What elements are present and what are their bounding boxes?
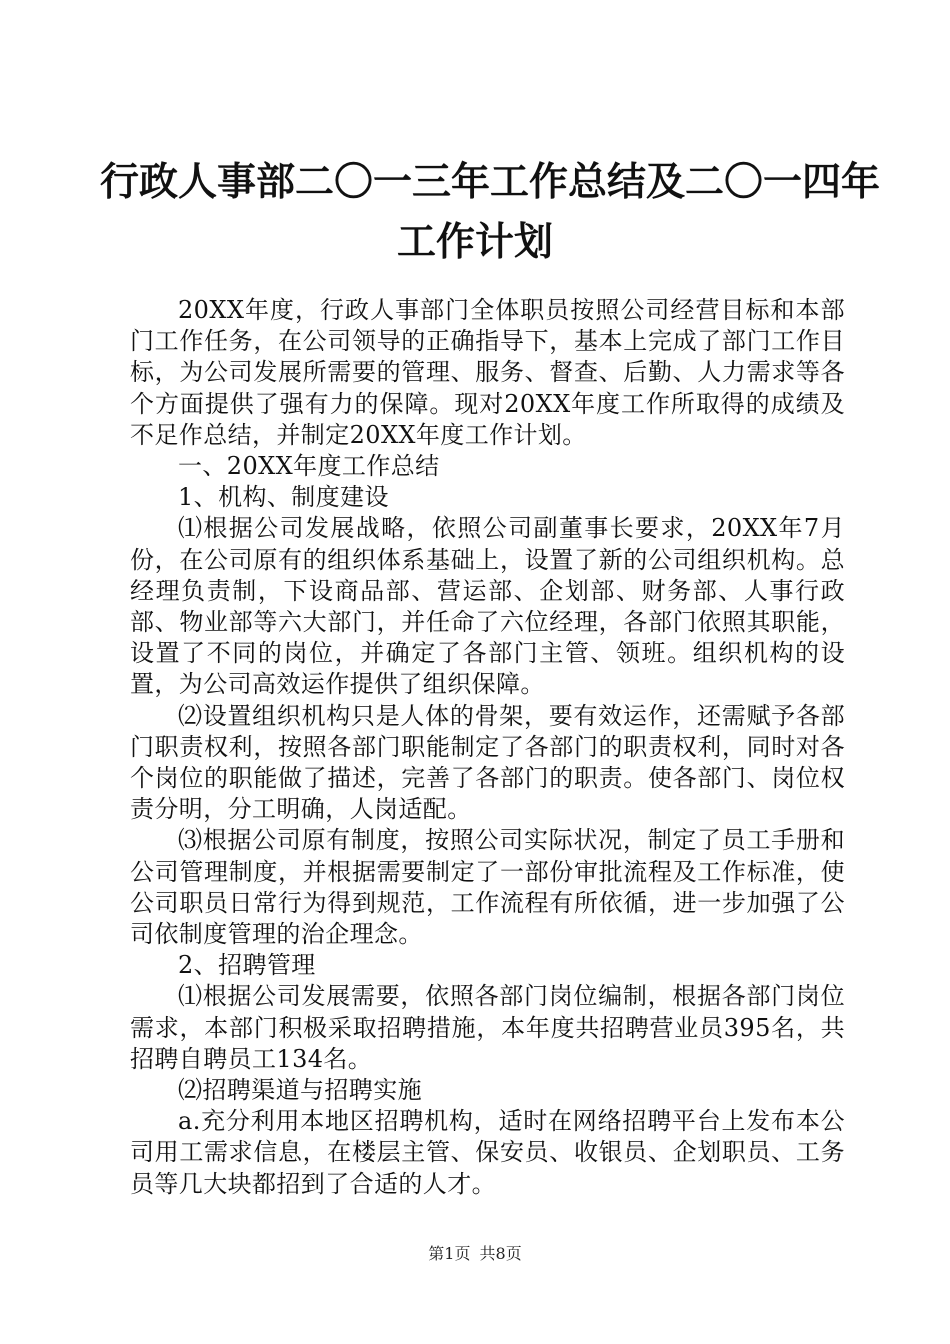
document-body: [130, 295, 845, 1200]
paragraph-organization-3: ⑶根据公司原有制度，按照公司实际状况，制定了员工手册和公司管理制度，并根据需要制定了一部份审批流程及工作标准，使公司职员日常行为得到规范，工作流程有所依循，进一步加强了公司依制度管理的治企理念。: [130, 826, 845, 949]
paragraph-recruitment-a: a.充分利用本地区招聘机构，适时在网络招聘平台上发布本公司用工需求信息，在楼层主管、保安员、收银员、企划职员、工务员等几大块都招到了合适的人才。: [130, 1107, 845, 1198]
paragraph-organization-2: ⑵设置组织机构只是人体的骨架，要有效运作，还需赋予各部门职责权利，按照各部门职能制定了各部门的职责权利，同时对各个岗位的职能做了描述，完善了各部门的职责。使各部门、岗位权责分明，分工明确，人岗适配。: [130, 701, 845, 824]
intro-paragraph: 20XX年度，行政人事部门全体职员按照公司经营目标和本部门工作任务，在公司领导的正确指导下，基本上完成了部门工作目标，为公司发展所需要的管理、服务、督查、后勤、人力需求等各个方面提供了强有力的保障。现对20XX年度工作所取得的成绩及不足作总结，并制定20XX年度工作计划。: [130, 296, 845, 449]
page-total: 共8页: [479, 1244, 522, 1263]
paragraph-organization-1: ⑴根据公司发展战略，依照公司副董事长要求，20XX年7月份，在公司原有的组织体系基础上，设置了新的公司组织机构。总经理负责制，下设商品部、营运部、企划部、财务部、人事行政部、物业部等六大部门，并任命了六位经理，各部门依照其职能，设置了不同的岗位，并确定了各部门主管、领班。组织机构的设置，为公司高效运作提供了组织保障。: [130, 514, 845, 699]
subsection-heading-recruitment: 2、招聘管理: [178, 951, 316, 980]
paragraph-recruitment-1: ⑴根据公司发展需要，依照各部门岗位编制，根据各部门岗位需求，本部门积极采取招聘措施，本年度共招聘营业员395名，共招聘自聘员工134名。: [130, 982, 845, 1073]
section-heading-summary: 一、20XX年度工作总结: [178, 452, 440, 481]
document-title-line-2: 工作计划: [396, 219, 553, 265]
page-number: 第1页: [428, 1244, 471, 1263]
paragraph-recruitment-2: ⑵招聘渠道与招聘实施: [178, 1076, 422, 1105]
subsection-heading-organization: 1、机构、制度建设: [178, 483, 389, 512]
document-title-line-1: 行政人事部二〇一三年工作总结及二〇一四年: [100, 159, 881, 205]
page-footer: [0, 1244, 950, 1264]
